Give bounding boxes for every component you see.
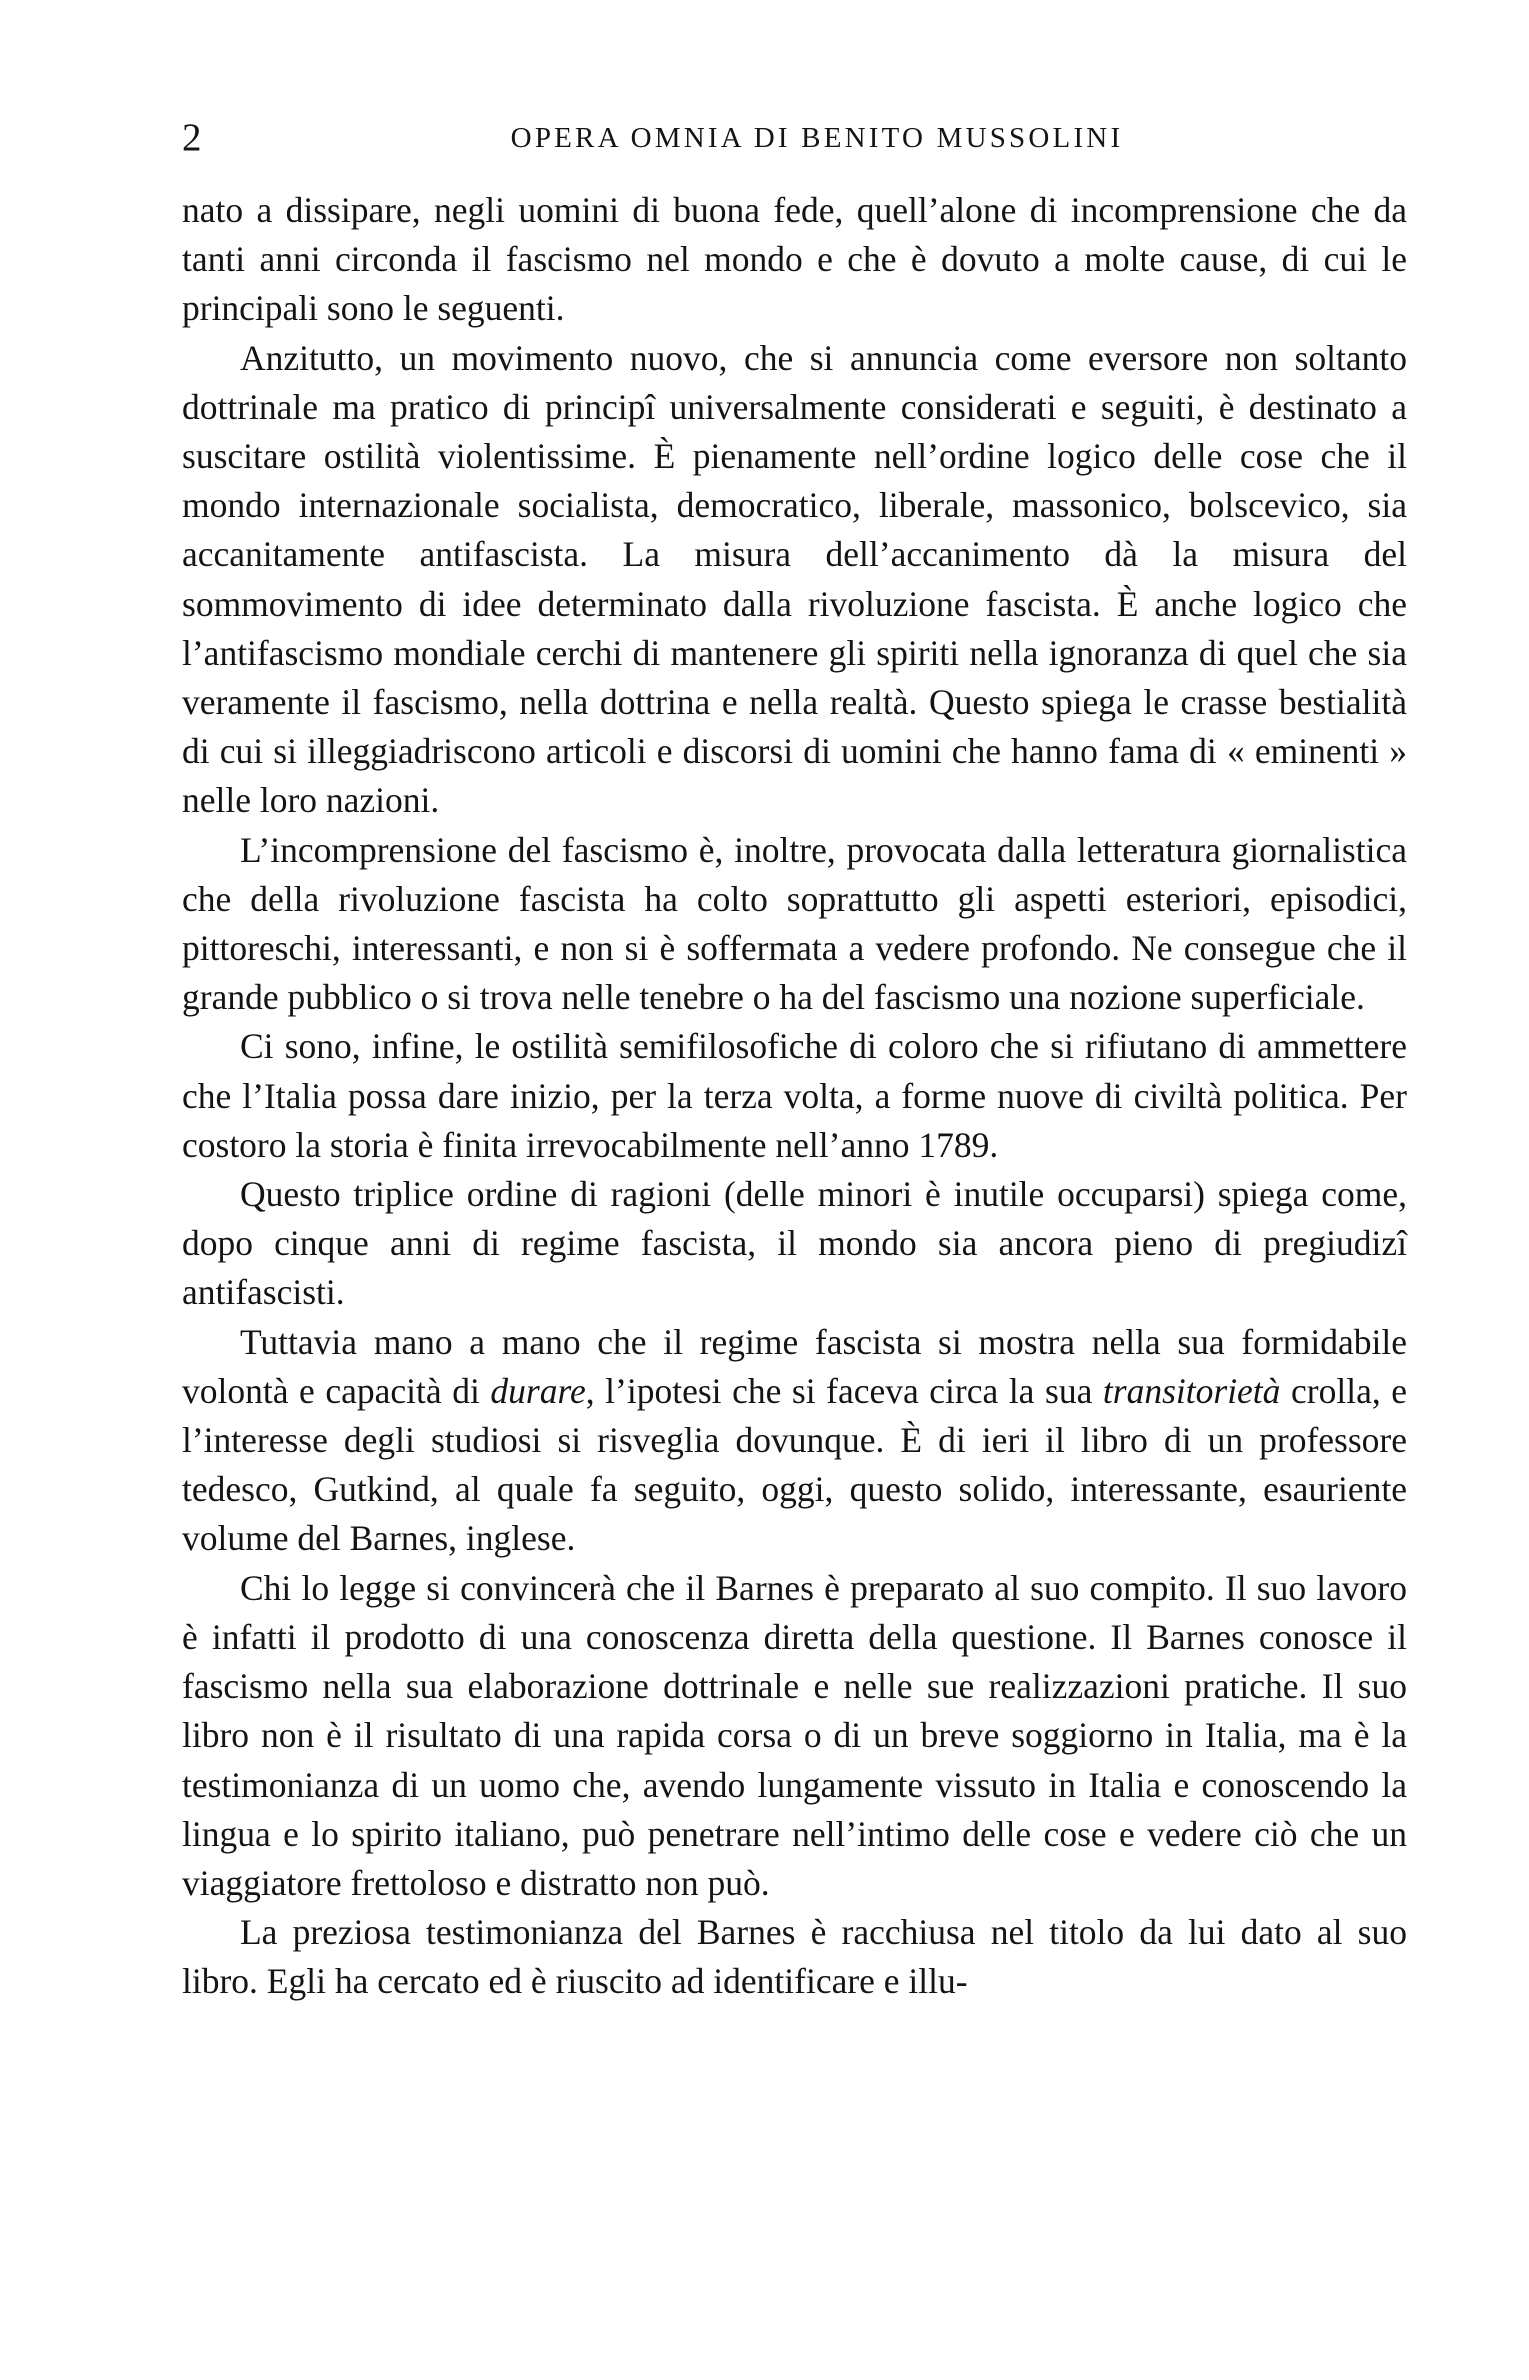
paragraph-1: nato a dissipare, negli uomini di buona fede, quell’alone di incomprensione che da tanti anni circonda il fascismo nel mondo e che è dovuto a molte cause, di cui le principali sono le seguenti. (182, 190, 1407, 329)
paragraph-6-part-a: Tuttavia mano a mano che il regime fascista si mostra nella sua formidabile volontà e capacità di (182, 1321, 1407, 1411)
running-head (182, 108, 1412, 168)
paragraph-6 (182, 1318, 1407, 1564)
book-title: OPERA OMNIA DI BENITO MUSSOLINI (510, 122, 1124, 154)
paragraph-7: Chi lo legge si convincerà che il Barnes è preparato al suo compito. Il suo lavoro è infatti il prodotto di una conoscenza diretta della questione. Il Barnes conosce il fascismo nella sua elaborazione dottrinale e nelle sue realizzazioni pratiche. Il suo libro non è il risultato di una rapida corsa o di un breve soggiorno in Italia, ma è la testimonianza di un uomo che, avendo lungamente vissuto in Italia e conoscendo la lingua e lo spirito italiano, può penetrare nell’intimo delle cose e vedere ciò che un viaggiatore frettoloso e distratto non può. (182, 1567, 1407, 1903)
italic-durare: durare (490, 1370, 586, 1411)
paragraph-8: La preziosa testimonianza del Barnes è racchiusa nel titolo da lui dato al suo libro. Egli ha cercato ed è riuscito ad identificare e illu- (182, 1912, 1407, 2002)
paragraph-2: Anzitutto, un movimento nuovo, che si annuncia come eversore non soltanto dottrinale ma pratico di principî universalmente considerati e seguiti, è destinato a suscitare ostilità violentissime. È pienamente nell’ordine logico delle cose che il mondo internazionale socialista, democratico, liberale, massonico, bolscevico, sia accanitamente antifascista. La misura dell’accanimento dà la misura del sommovimento di idee determinato dalla rivoluzione fascista. È anche logico che l’antifascismo mondiale cerchi di mantenere gli spiriti nella ignoranza di quel che sia veramente il fascismo, nella dottrina e nella realtà. Questo spiega le crasse bestialità di cui si illeggiadriscono articoli e discorsi di uomini che hanno fama di « eminenti » nelle loro nazioni. (182, 337, 1407, 821)
paragraph-5: Questo triplice ordine di ragioni (delle minori è inutile occuparsi) spiega come, dopo cinque anni di regime fascista, il mondo sia ancora pieno di pregiudizî antifascisti. (182, 1174, 1407, 1313)
paragraph-4: Ci sono, infine, le ostilità semifilosofiche di coloro che si rifiutano di ammettere che l’Italia possa dare inizio, per la terza volta, a forme nuove di civiltà politica. Per costoro la storia è finita irrevocabilmente nell’anno 1789. (182, 1026, 1407, 1165)
body-text (182, 186, 1407, 2007)
page-number: 2 (182, 116, 202, 159)
paragraph-6-part-c: crolla, e l’interesse degli studiosi si risveglia dovunque. È di ieri il libro di un professore tedesco, Gutkind, al quale fa seguito, oggi, questo solido, interessante, esauriente volume del Barnes, inglese. (182, 1370, 1408, 1559)
paragraph-3: L’incomprensione del fascismo è, inoltre, provocata dalla letteratura giornalistica che della rivoluzione fascista ha colto soprattutto gli aspetti esteriori, episodici, pittoreschi, interessanti, e non si è soffermata a vedere profondo. Ne consegue che il grande pubblico o si trova nelle tenebre o ha del fascismo una nozione superficiale. (182, 829, 1407, 1018)
italic-transitorieta: transitorietà (1102, 1370, 1281, 1411)
paragraph-6-part-b: , l’ipotesi che si faceva circa la sua (585, 1370, 1093, 1411)
